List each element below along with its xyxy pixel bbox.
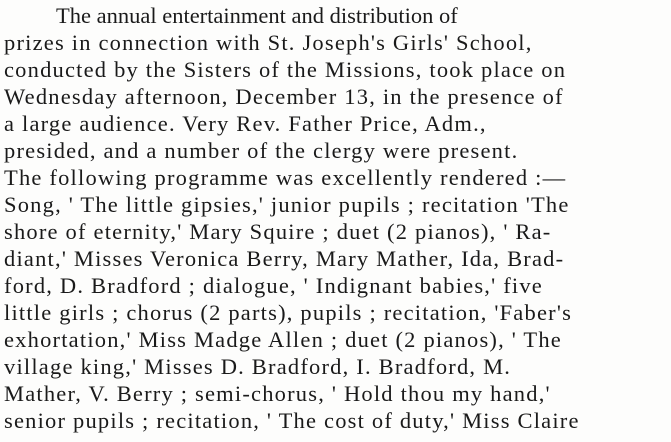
text-line-3: conducted by the Sisters of the Missions, took place on bbox=[4, 57, 567, 82]
text-line-14: village king,' Misses D. Bradford, I. Bradford, M. bbox=[4, 354, 512, 379]
text-line-9: shore of eternity,' Mary Squire ; duet (2 pianos), ' Ra- bbox=[4, 219, 552, 244]
text-line-11: ford, D. Bradford ; dialogue, ' Indignant babies,' five bbox=[4, 273, 543, 298]
text-line-2: prizes in connection with St. Joseph's Girls' School, bbox=[4, 30, 533, 55]
text-line-13: exhortation,' Miss Madge Allen ; duet (2 pianos), ' The bbox=[4, 327, 562, 352]
text-line-4: Wednesday afternoon, December 13, in the presence of bbox=[4, 84, 564, 109]
text-line-5: a large audience. Very Rev. Father Price, Adm., bbox=[4, 111, 487, 136]
text-line-15: Mather, V. Berry ; semi-chorus, ' Hold thou my hand,' bbox=[4, 381, 551, 406]
text-line-8: Song, ' The little gipsies,' junior pupils ; recitation 'The bbox=[4, 192, 570, 217]
text-line-12: little girls ; chorus (2 parts), pupils ; recitation, 'Faber's bbox=[4, 300, 573, 325]
text-line-7: The following programme was excellently rendered :— bbox=[4, 165, 567, 190]
text-line-10: diant,' Misses Veronica Berry, Mary Mather, Ida, Brad- bbox=[4, 246, 565, 271]
text-line-6: presided, and a number of the clergy were present. bbox=[4, 138, 519, 163]
text-line-1: The annual entertainment and distribution of bbox=[56, 3, 458, 28]
text-line-16: senior pupils ; recitation, ' The cost of duty,' Miss Claire bbox=[4, 408, 580, 433]
